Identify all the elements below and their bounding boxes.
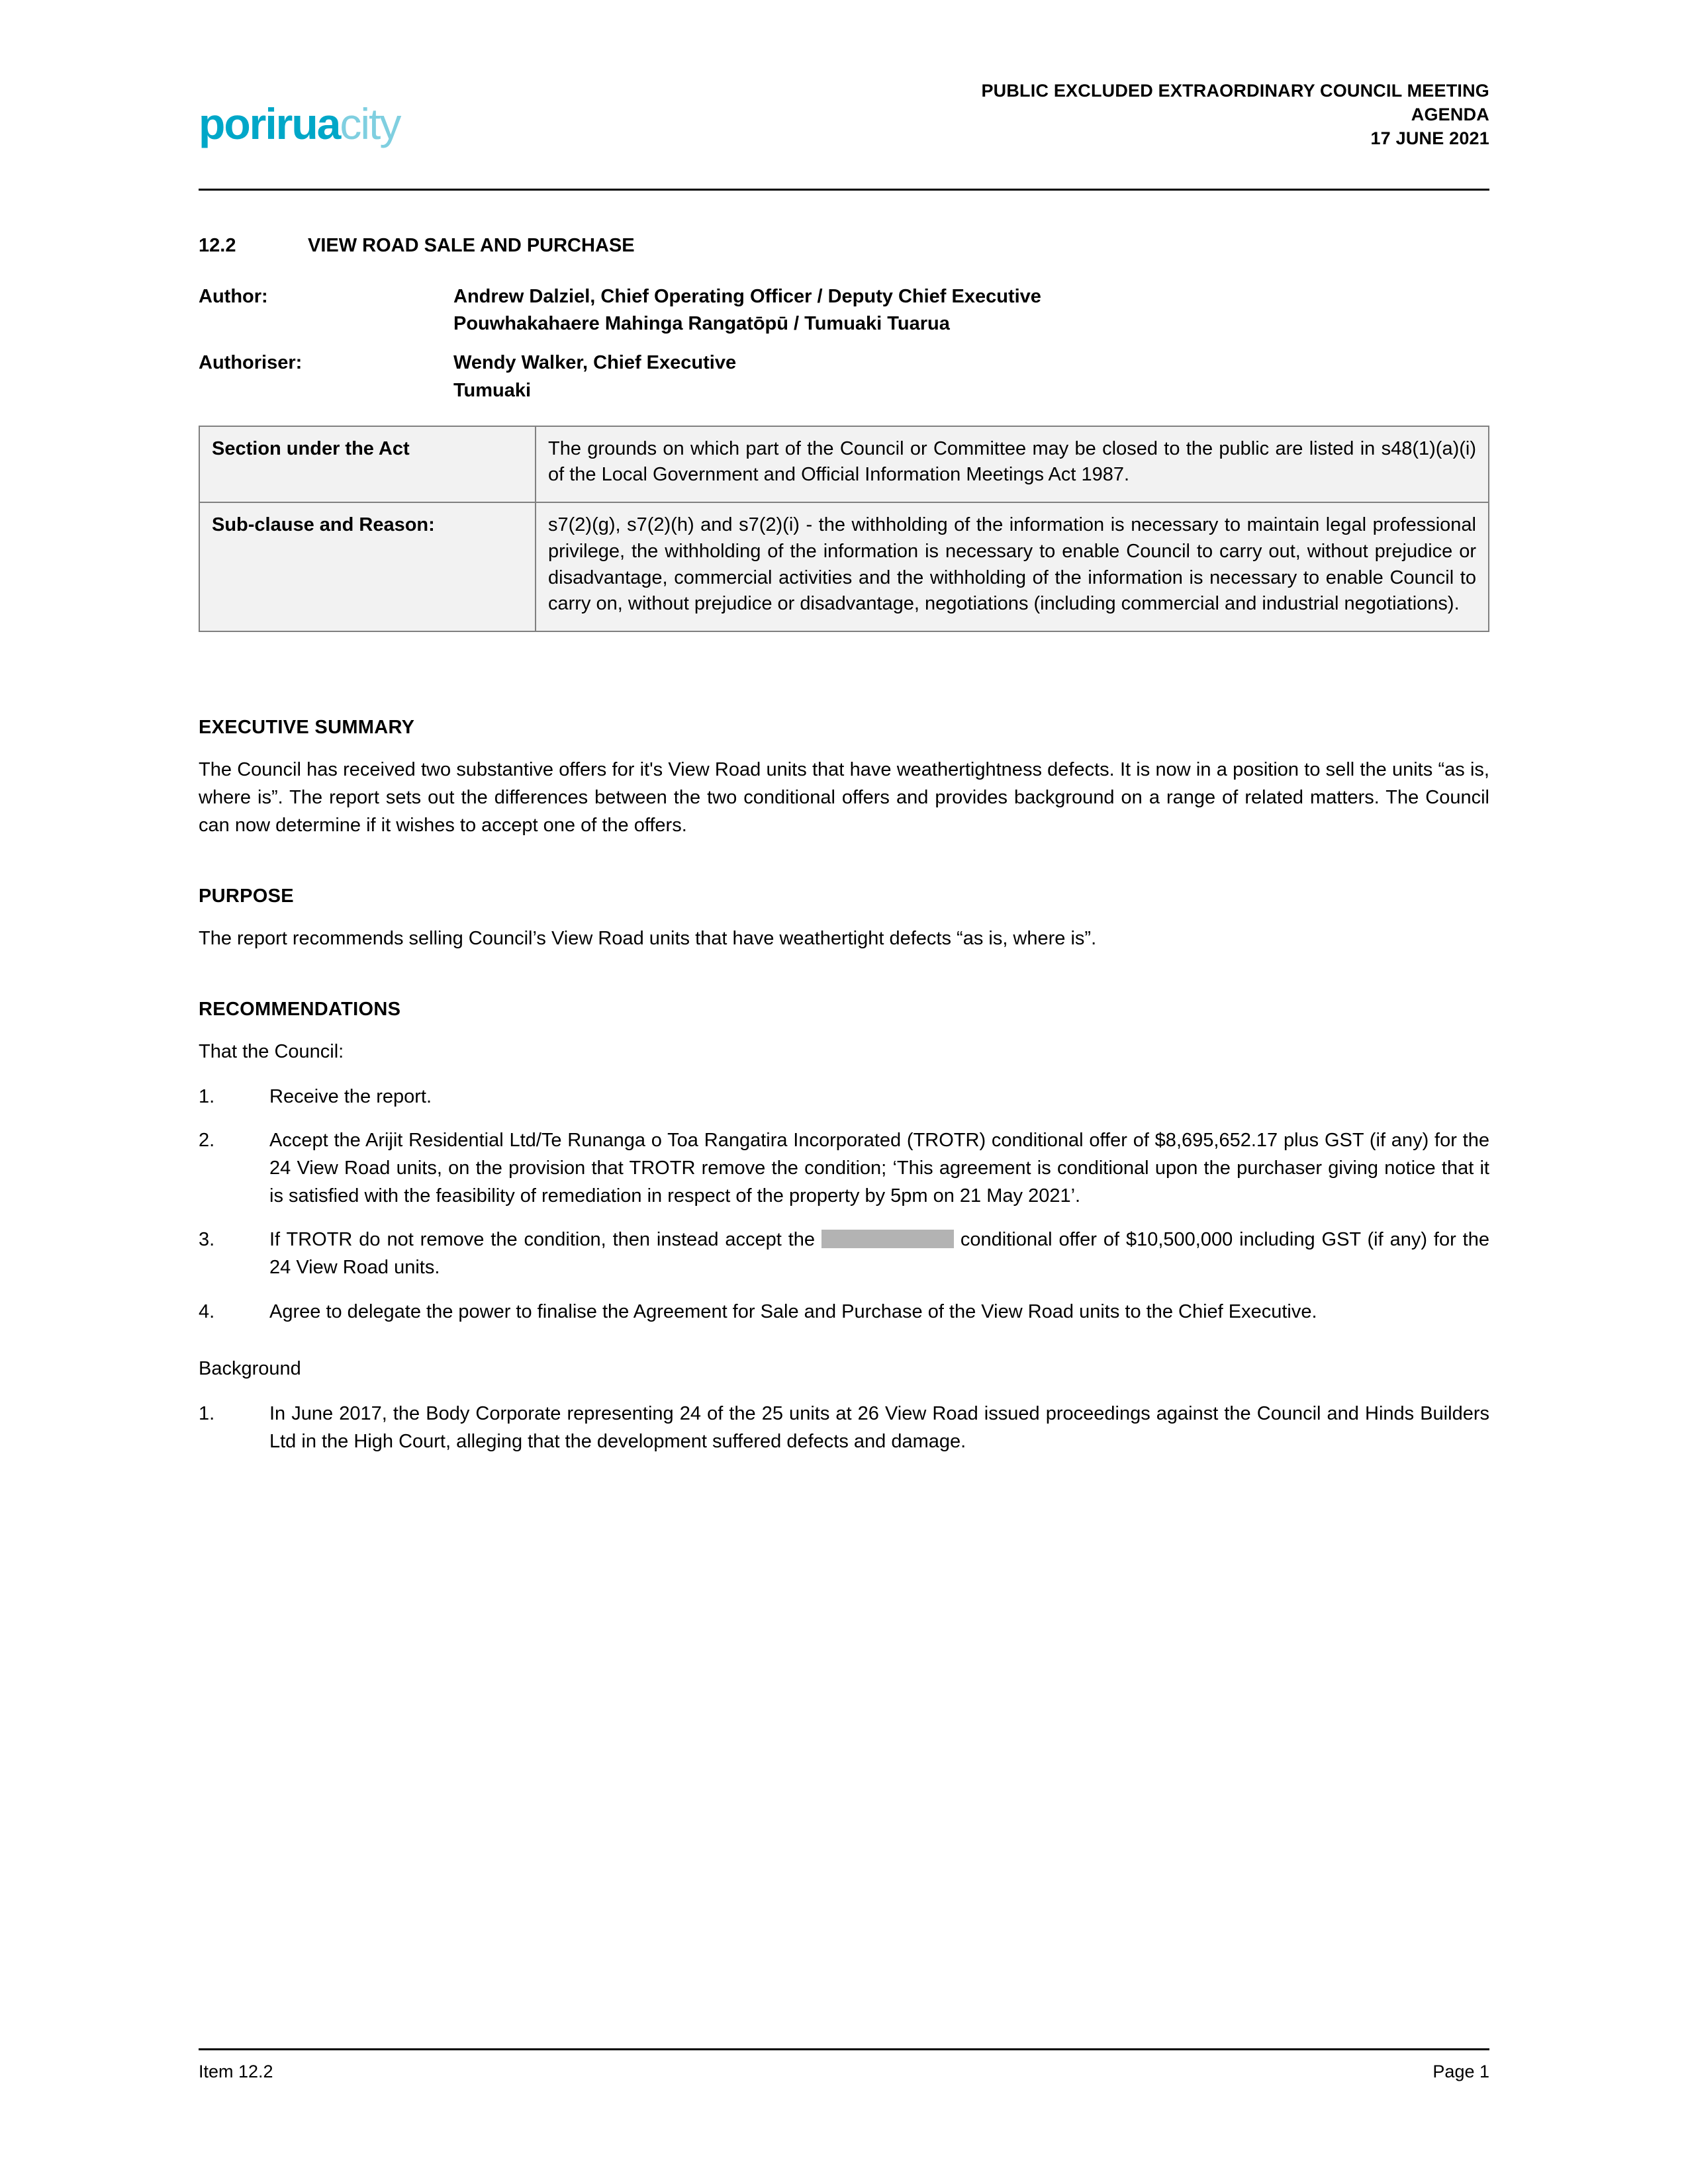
item-title: VIEW ROAD SALE AND PURCHASE [308, 235, 635, 256]
list-marker: 2. [199, 1130, 215, 1152]
background-list [199, 1400, 1489, 1455]
author-line-1: Andrew Dalziel, Chief Operating Officer / Deputy Chief Executive [453, 286, 1041, 307]
header-agenda-line: AGENDA [1411, 104, 1489, 124]
authoriser-line-2: Tumuaki [453, 379, 532, 401]
footer-page-number: Page 1 [1432, 2062, 1489, 2081]
footer-item-label: Item 12.2 [199, 2062, 273, 2081]
table-row [199, 502, 1489, 631]
page-header [199, 79, 1489, 151]
purpose-title: PURPOSE [199, 886, 294, 907]
author-row [199, 283, 1489, 338]
sub-clause-reason-label: Sub-clause and Reason: [199, 502, 536, 631]
authoriser-label: Authoriser: [199, 352, 303, 374]
purpose-text: The report recommends selling Council’s View Road units that have weathertight defects “as is, where is”. [199, 928, 1097, 950]
list-text-redacted [269, 1226, 1489, 1281]
executive-summary-text: The Council has received two substantive offers for it's View Road units that have weathertightness defects. It is now in a position to sell the units “as is, where is”. The report sets out the differences between the two conditional offers and provides background on a range of related matters. The Council can now determine if it wishes to accept one of the offers. [199, 759, 1489, 837]
list-item [199, 1298, 1489, 1326]
page-content [199, 235, 1489, 1471]
author-line-2: Pouwhakahaere Mahinga Rangatōpū / Tumuaki Tuarua [453, 313, 950, 335]
sub-clause-reason-value: s7(2)(g), s7(2)(h) and s7(2)(i) - the withholding of the information is necessary to maintain legal professional privilege, the withholding of the information is necessary to enable Council to carry out, without prejudice or disadvantage, commercial activities and the withholding of the information is necessary to enable Council to carry on, without prejudice or disadvantage, negotiations (including commercial and industrial negotiations). [536, 502, 1489, 631]
header-title-block [981, 79, 1489, 151]
list-text-before-redaction: If TROTR do not remove the condition, then instead accept the [269, 1229, 816, 1251]
list-text: Agree to delegate the power to finalise the Agreement for Sale and Purchase of the View Road units to the Chief Executive. [269, 1300, 1317, 1322]
table-row [199, 426, 1489, 502]
author-value [453, 283, 1489, 338]
item-number: 12.2 [199, 235, 236, 256]
list-text: In June 2017, the Body Corporate representing 24 of the 25 units at 26 View Road issued proceedings against the Council and Hinds Builders Ltd in the High Court, alleging that the development suffered defects and damage. [269, 1402, 1489, 1452]
section-under-act-value: The grounds on which part of the Council or Committee may be closed to the public are listed in s48(1)(a)(i) of the Local Government and Official Information Meetings Act 1987. [536, 426, 1489, 502]
header-meeting-line: PUBLIC EXCLUDED EXTRAORDINARY COUNCIL MEETING [981, 81, 1489, 101]
item-heading [199, 235, 1489, 257]
list-item [199, 1226, 1489, 1281]
list-marker: 3. [199, 1229, 215, 1251]
recommendations-title: RECOMMENDATIONS [199, 999, 401, 1021]
page-footer [199, 2062, 1489, 2082]
list-item [199, 1126, 1489, 1210]
list-item [199, 1083, 1489, 1111]
grounds-table [199, 426, 1489, 632]
list-text: Receive the report. [269, 1086, 432, 1108]
list-text-after-redaction: conditional offer of $10,500,000 including GST (if any) for the 24 View Road units. [269, 1229, 1489, 1279]
header-date-line: 17 JUNE 2021 [1370, 128, 1489, 148]
recommendations-lead: That the Council: [199, 1041, 344, 1063]
header-divider [199, 189, 1489, 191]
redaction-block [821, 1230, 954, 1248]
footer-divider [199, 2048, 1489, 2050]
recommendations-list [199, 1083, 1489, 1325]
list-marker: 4. [199, 1300, 215, 1322]
logo-secondary-text: city [340, 99, 400, 148]
list-marker: 1. [199, 1402, 215, 1424]
executive-summary-title: EXECUTIVE SUMMARY [199, 717, 415, 738]
logo-primary-text: porirua [199, 99, 340, 148]
list-marker: 1. [199, 1086, 215, 1108]
list-text: Accept the Arijit Residential Ltd/Te Runanga o Toa Rangatira Incorporated (TROTR) conditional offer of $8,695,652.17 plus GST (if any) for the 24 View Road units, on the provision that TROTR remove the condition; ‘This agreement is conditional upon the purchaser giving notice that it is satisfied with the feasibility of remediation in respect of the property by 5pm on 21 May 2021’. [269, 1130, 1489, 1207]
porirua-city-logo [199, 79, 400, 146]
background-title: Background [199, 1357, 301, 1379]
authoriser-value [453, 349, 1489, 404]
section-under-act-label: Section under the Act [199, 426, 536, 502]
authoriser-line-1: Wendy Walker, Chief Executive [453, 352, 737, 374]
list-item [199, 1400, 1489, 1455]
author-label: Author: [199, 286, 268, 307]
authoriser-row [199, 349, 1489, 404]
